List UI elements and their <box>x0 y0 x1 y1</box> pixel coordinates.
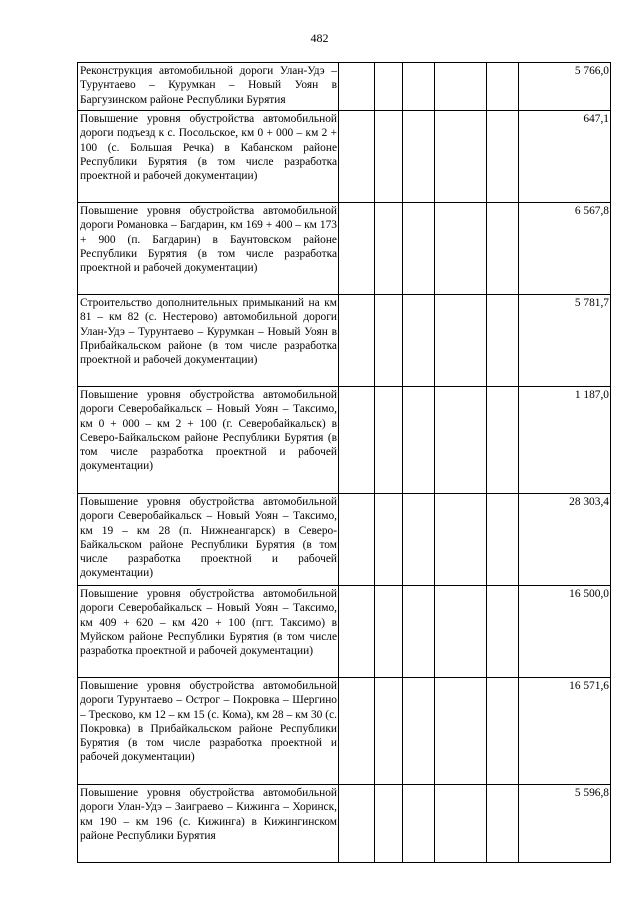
empty-cell <box>375 295 403 387</box>
table-row <box>78 494 611 586</box>
row-amount: 6 567,8 <box>519 203 611 295</box>
table-row <box>78 63 611 111</box>
empty-cell <box>435 387 487 494</box>
table-row <box>78 678 611 785</box>
empty-cell <box>375 63 403 111</box>
empty-cell <box>339 785 375 863</box>
empty-cell <box>487 586 519 678</box>
empty-cell <box>435 295 487 387</box>
row-amount: 5 596,8 <box>519 785 611 863</box>
empty-cell <box>435 586 487 678</box>
row-amount: 5 766,0 <box>519 63 611 111</box>
table-row <box>78 586 611 678</box>
page-number: 482 <box>310 31 329 45</box>
empty-cell <box>375 785 403 863</box>
empty-cell <box>339 494 375 586</box>
empty-cell <box>435 203 487 295</box>
row-description: Повышение уровня обустройства автомобильной дороги подъезд к с. Посольское, км 0 + 000 – км 2 + 100 (с. Большая Речка) в Кабанском районе Республики Бурятия (в том числе разработка проектной и рабочей документации) <box>78 111 339 203</box>
empty-cell <box>487 295 519 387</box>
empty-cell <box>435 63 487 111</box>
row-amount: 16 571,6 <box>519 678 611 785</box>
row-description: Повышение уровня обустройства автомобильной дороги Улан-Удэ – Заиграево – Кижинга – Хоринск, км 190 – км 196 (с. Кижинга) в Кижингинском районе Республики Бурятия <box>78 785 339 863</box>
table-row <box>78 203 611 295</box>
empty-cell <box>435 785 487 863</box>
empty-cell <box>375 387 403 494</box>
row-amount: 1 187,0 <box>519 387 611 494</box>
table-row <box>78 111 611 203</box>
empty-cell <box>487 785 519 863</box>
row-description: Повышение уровня обустройства автомобильной дороги Северобайкальск – Новый Уоян – Таксимо, км 409 + 620 – км 420 + 100 (пгт. Таксимо) в Муйском районе Республики Бурятия (в том числе разработка проектной и рабочей документации) <box>78 586 339 678</box>
empty-cell <box>339 387 375 494</box>
empty-cell <box>403 295 435 387</box>
empty-cell <box>339 295 375 387</box>
empty-cell <box>375 203 403 295</box>
row-description: Строительство дополнительных примыканий на км 81 – км 82 (с. Нестерово) автомобильной дороги Улан-Удэ – Турунтаево – Курумкан – Новый Уоян в Прибайкальском районе (в том числе разработка проектной и рабочей документации) <box>78 295 339 387</box>
empty-cell <box>487 63 519 111</box>
empty-cell <box>339 678 375 785</box>
empty-cell <box>339 203 375 295</box>
row-description: Реконструкция автомобильной дороги Улан-Удэ – Турунтаево – Курумкан – Новый Уоян в Баргузинском районе Республики Бурятия <box>78 63 339 111</box>
empty-cell <box>339 63 375 111</box>
row-amount: 16 500,0 <box>519 586 611 678</box>
empty-cell <box>487 387 519 494</box>
empty-cell <box>339 111 375 203</box>
empty-cell <box>487 494 519 586</box>
row-amount: 5 781,7 <box>519 295 611 387</box>
empty-cell <box>375 586 403 678</box>
row-description: Повышение уровня обустройства автомобильной дороги Романовка – Багдарин, км 169 + 400 – км 173 + 900 (п. Багдарин) в Баунтовском районе Республики Бурятия (в том числе разработка проектной и рабочей документации) <box>78 203 339 295</box>
row-description: Повышение уровня обустройства автомобильной дороги Турунтаево – Острог – Покровка – Шергино – Тресково, км 12 – км 15 (с. Кома), км 28 – км 30 (с. Покровка) в Прибайкальском районе Республики Бурятия (в том числе разработка проектной и рабочей документации) <box>78 678 339 785</box>
empty-cell <box>403 63 435 111</box>
empty-cell <box>403 678 435 785</box>
empty-cell <box>487 678 519 785</box>
table-row <box>78 785 611 863</box>
row-description: Повышение уровня обустройства автомобильной дороги Северобайкальск – Новый Уоян – Таксимо, км 0 + 000 – км 2 + 100 (г. Северобайкальск) в Северо-Байкальском районе Республики Бурятия (в том числе разработка проектной и рабочей документации) <box>78 387 339 494</box>
row-amount: 28 303,4 <box>519 494 611 586</box>
table-row <box>78 295 611 387</box>
empty-cell <box>403 785 435 863</box>
table-body <box>78 63 611 863</box>
empty-cell <box>403 387 435 494</box>
empty-cell <box>375 111 403 203</box>
table-row <box>78 387 611 494</box>
row-description: Повышение уровня обустройства автомобильной дороги Северобайкальск – Новый Уоян – Таксимо, км 19 – км 28 (п. Нижнеангарск) в Северо-Байкальском районе Республики Бурятия (в том числе разработка проектной и рабочей документации) <box>78 494 339 586</box>
budget-table <box>77 62 611 863</box>
empty-cell <box>435 111 487 203</box>
empty-cell <box>435 678 487 785</box>
empty-cell <box>487 111 519 203</box>
empty-cell <box>403 494 435 586</box>
row-amount: 647,1 <box>519 111 611 203</box>
empty-cell <box>403 111 435 203</box>
empty-cell <box>375 494 403 586</box>
empty-cell <box>487 203 519 295</box>
empty-cell <box>403 203 435 295</box>
empty-cell <box>375 678 403 785</box>
empty-cell <box>339 586 375 678</box>
empty-cell <box>435 494 487 586</box>
empty-cell <box>403 586 435 678</box>
